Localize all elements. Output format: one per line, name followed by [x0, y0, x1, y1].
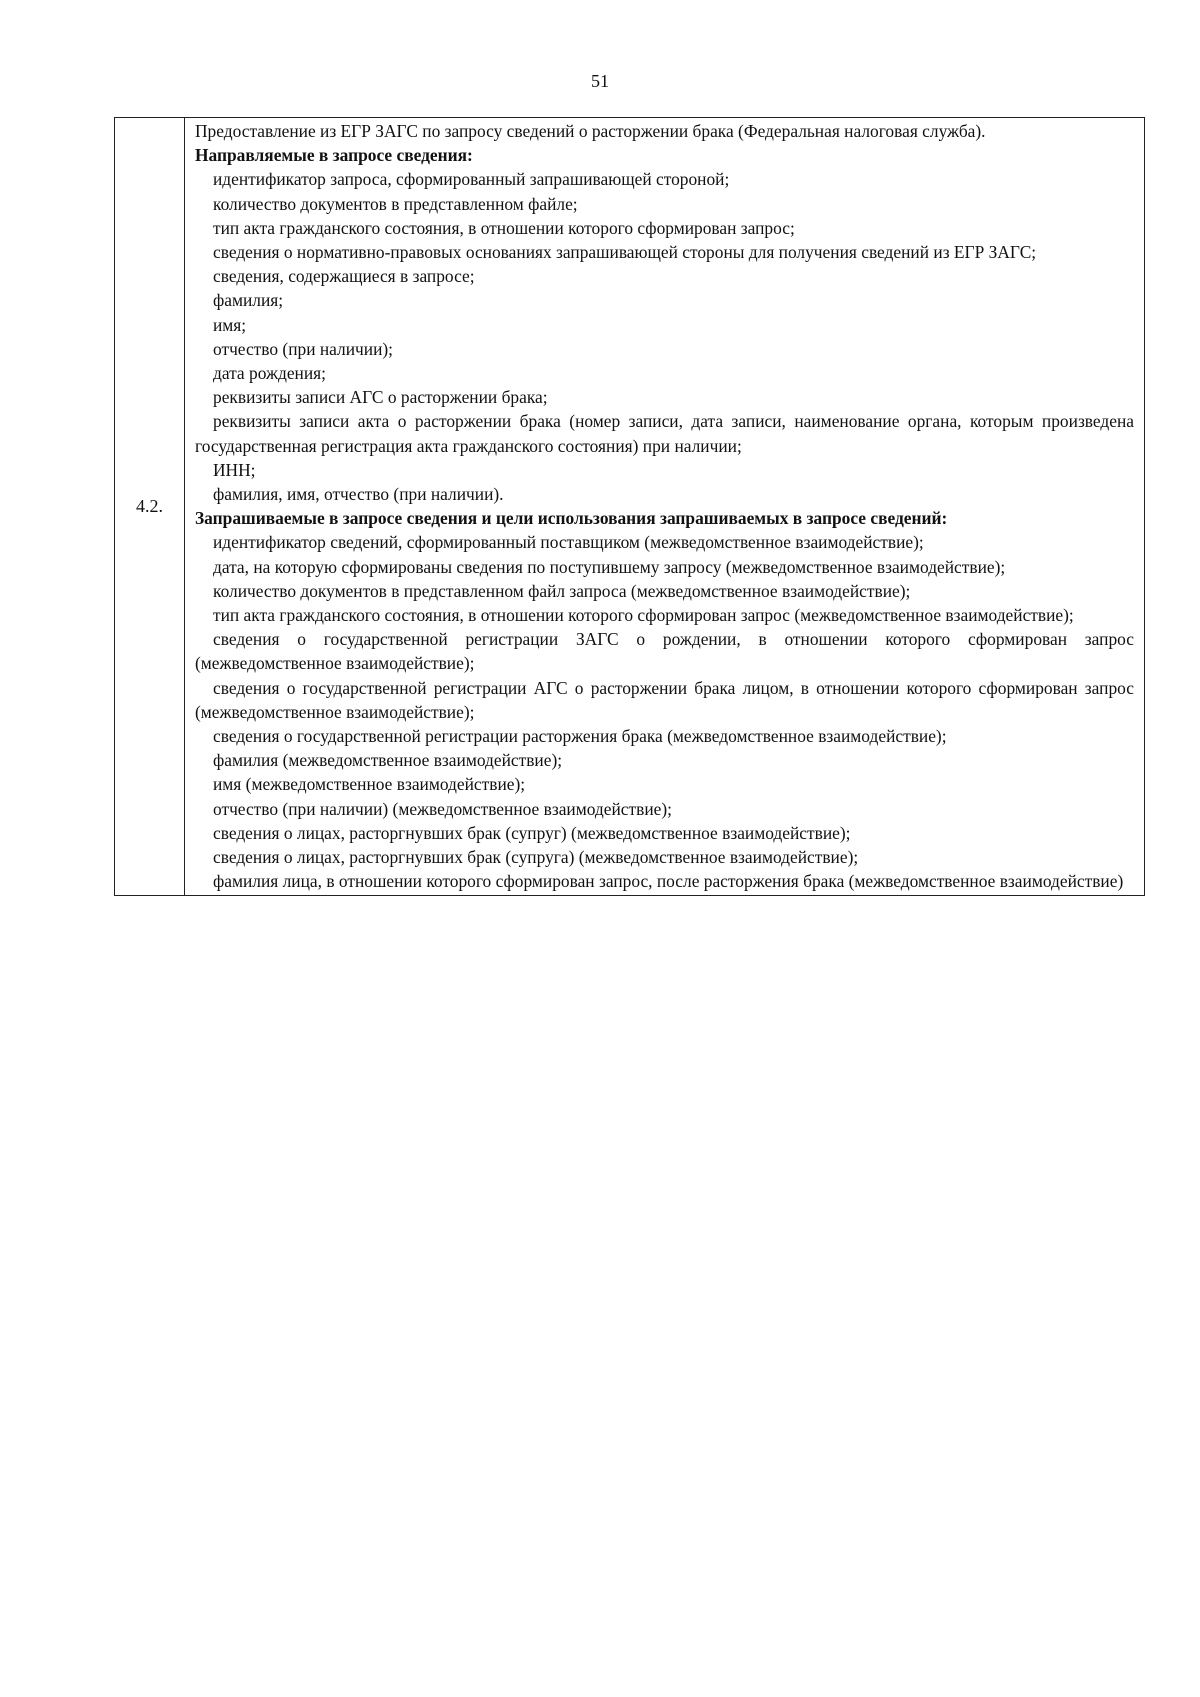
list-item: идентификатор сведений, сформированный поставщиком (межведомственное взаимодействие);	[213, 532, 924, 553]
sent-heading: Направляемые в запросе сведения:	[195, 145, 473, 166]
list-item: сведения, содержащиеся в запросе;	[213, 266, 475, 287]
content-table	[114, 117, 1145, 896]
list-item: тип акта гражданского состояния, в отношении которого сформирован запрос;	[213, 217, 795, 238]
page-number: 51	[591, 71, 609, 91]
list-item: дата, на которую сформированы сведения по поступившему запросу (межведомственное взаимодействие);	[213, 556, 1006, 577]
list-item: фамилия, имя, отчество (при наличии).	[213, 484, 504, 505]
list-item: количество документов в представленном файл запроса (межведомственное взаимодействие);	[213, 580, 911, 601]
row-content	[185, 118, 1145, 896]
list-item: дата рождения;	[213, 363, 326, 384]
list-item: реквизиты записи акта о расторжении брака (номер записи, дата записи, наименование органа, которым произведена государственная регистрация акта гражданского состояния) при наличии;	[195, 411, 1134, 456]
list-item: имя;	[213, 314, 247, 335]
list-item: сведения о государственной регистрации расторжения брака (межведомственное взаимодействие);	[213, 726, 947, 747]
list-item: реквизиты записи АГС о расторжении брака;	[213, 387, 548, 408]
requested-heading: Запрашиваемые в запросе сведения и цели использования запрашиваемых в запросе сведений:	[195, 508, 948, 529]
list-item: количество документов в представленном файле;	[213, 193, 578, 214]
list-item: сведения о лицах, расторгнувших брак (супруга) (межведомственное взаимодействие);	[213, 847, 859, 868]
list-item: сведения о лицах, расторгнувших брак (супруг) (межведомственное взаимодействие);	[213, 822, 851, 843]
list-item: отчество (при наличии) (межведомственное взаимодействие);	[213, 798, 672, 819]
row-number: 4.2.	[115, 118, 185, 896]
table-row	[115, 118, 1145, 896]
list-item: идентификатор запроса, сформированный запрашивающей стороной;	[213, 169, 730, 190]
list-item: ИНН;	[213, 459, 256, 480]
list-item: тип акта гражданского состояния, в отношении которого сформирован запрос (межведомственное взаимодействие);	[213, 605, 1074, 626]
list-item: отчество (при наличии);	[213, 338, 394, 359]
list-item: сведения о нормативно-правовых основаниях запрашивающей стороны для получения сведений из ЕГР ЗАГС;	[213, 242, 1037, 263]
list-item: сведения о государственной регистрации ЗАГС о рождении, в отношении которого сформирован запрос (межведомственное взаимодействие);	[195, 629, 1134, 674]
list-item: имя (межведомственное взаимодействие);	[213, 774, 526, 795]
list-item: фамилия (межведомственное взаимодействие);	[213, 750, 563, 771]
row-title: Предоставление из ЕГР ЗАГС по запросу сведений о расторжении брака (Федеральная налоговая служба).	[195, 121, 986, 141]
list-item: сведения о государственной регистрации АГС о расторжении брака лицом, в отношении которого сформирован запрос (межведомственное взаимодействие);	[195, 677, 1134, 722]
sent-items-list	[195, 167, 1134, 506]
list-item: фамилия лица, в отношении которого сформирован запрос, после расторжения брака (межведомственное взаимодействие)	[213, 871, 1124, 892]
list-item: фамилия;	[213, 290, 284, 311]
requested-items-list	[195, 530, 1134, 893]
